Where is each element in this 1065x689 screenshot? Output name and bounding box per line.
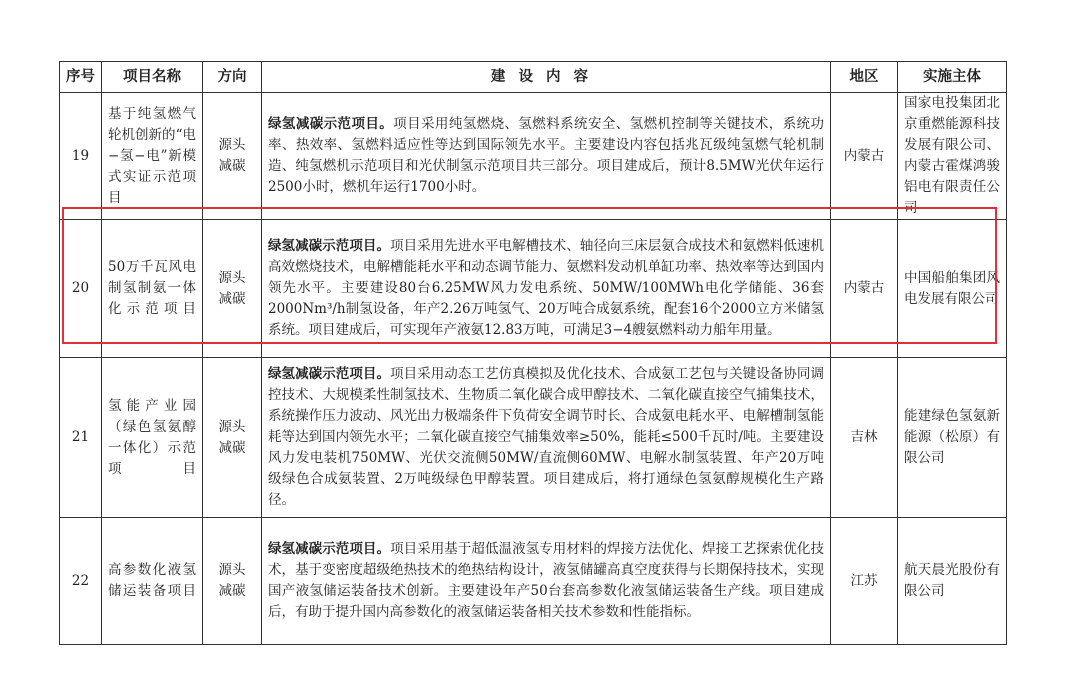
row-direction: [203, 93, 262, 220]
row-project-name: 基于纯氢燃气轮机创新的“电−氢−电”新模式实证示范项目: [102, 93, 203, 220]
row-org: 中国船舶集团风电发展有限公司: [898, 220, 1007, 358]
direction-line: 源头: [218, 562, 246, 578]
row-org: 航天晨光股份有限公司: [898, 518, 1007, 645]
row-seq: 21: [60, 358, 102, 518]
row-content: [262, 518, 831, 645]
content-lead: 绿氢减碳示范项目。: [268, 541, 391, 557]
row-org: 能建绿色氢氨新能源（松原）有限公司: [898, 358, 1007, 518]
row-content: [262, 93, 831, 220]
direction-line: 减碳: [218, 290, 246, 307]
table-row: [60, 518, 1007, 645]
content-lead: 绿氢减碳示范项目。: [268, 238, 391, 254]
table-row: [60, 358, 1007, 518]
header-region: 地区: [831, 62, 898, 93]
direction-line: 源头: [218, 418, 246, 435]
project-table: [59, 61, 1007, 645]
row-direction: [203, 220, 262, 358]
row-project-name: 高参数化液氢储运装备项目: [102, 518, 203, 645]
row-region: 吉林: [831, 358, 898, 518]
row-org: 国家电投集团北京重燃能源科技发展有限公司、内蒙古霍煤鸿骏铝电有限责任公司: [898, 93, 1007, 220]
direction-line: 减碳: [218, 583, 246, 599]
header-direction: 方向: [203, 62, 262, 93]
row-region: 江苏: [831, 518, 898, 645]
direction-line: 源头: [218, 269, 246, 286]
header-seq: 序号: [60, 62, 102, 93]
content-lead: 绿氢减碳示范项目。: [268, 116, 394, 132]
header-org: 实施主体: [898, 62, 1007, 93]
content-body: 项目采用先进水平电解槽技术、轴径向三床层氨合成技术和氨燃料低速机高效燃烧技术，电解槽能耗水平和动态调节能力、氨燃料发动机单缸功率、热效率等达到国内领先水平。主要建设80台6.25MW风力发电系统、50MW/100MWh电化学储能、36套2000Nm³/h制氢设备，年产2.26万吨氢气、20万吨合成氨系统，配套16个2000立方米储氢系统。项目建成后，可实现年产液氨12.83万吨，可满足3−4艘氨燃料动力船年用量。: [268, 238, 824, 338]
direction-line: 减碳: [218, 158, 246, 174]
direction-line: 减碳: [218, 439, 246, 456]
row-content: [262, 358, 831, 518]
row-seq: 19: [60, 93, 102, 220]
row-project-name: 氢能产业园（绿色氢氨醇一体化）示范项目: [102, 358, 203, 518]
direction-line: 源头: [218, 137, 246, 153]
table-row: [60, 220, 1007, 358]
row-direction: [203, 358, 262, 518]
row-direction: [203, 518, 262, 645]
row-project-name: 50万千瓦风电制氢制氨一体化示范项目: [102, 220, 203, 358]
row-region: 内蒙古: [831, 93, 898, 220]
content-body: 项目采用动态工艺仿真模拟及优化技术、合成氨工艺包与关键设备协同调控技术、大规模柔性制氢技术、生物质二氧化碳合成甲醇技术、二氧化碳直接空气捕集技术，系统操作压力波动、风光出力极端条件下负荷安全调节时长、合成氨电耗水平、电解槽制氢能耗等达到国内领先水平；二氧化碳直接空气捕集效率≥50%，能耗≤500千瓦时/吨。主要建设风力发电装机750MW、光伏交流侧50MW/直流侧60MW、电解水制氢装置、年产20万吨级绿色合成氨装置、2万吨级绿色甲醇装置。项目建成后，将打通绿色氢氨醇规模化生产路径。: [268, 366, 824, 508]
row-content: [262, 220, 831, 358]
row-seq: 20: [60, 220, 102, 358]
table-header-row: [60, 62, 1007, 93]
header-name: 项目名称: [102, 62, 203, 93]
content-body: 项目采用基于超低温液氢专用材料的焊接方法优化、焊接工艺探索优化技术，基于变密度超级绝热技术的绝热结构设计，液氢储罐高真空度获得与长期保持技术，实现国产液氢储运装备技术创新。主要建设年产50台套高参数化液氢储运装备生产线。项目建成后，有助于提升国内高参数化的液氢储运装备相关技术参数和性能指标。: [268, 541, 824, 620]
content-lead: 绿氢减碳示范项目。: [268, 366, 391, 382]
header-content: 建设内容: [262, 62, 831, 93]
content-body: 项目采用纯氢燃烧、氢燃料系统安全、氢燃机控制等关键技术，系统功率、热效率、氢燃料适应性等达到国际领先水平。主要建设内容包括兆瓦级纯氢燃气轮机制造、纯氢燃机示范项目和光伏制氢示范项目共三部分。项目建成后，预计8.5MW光伏年运行2500小时，燃机年运行1700小时。: [268, 116, 825, 195]
row-region: 内蒙古: [831, 220, 898, 358]
row-seq: 22: [60, 518, 102, 645]
table-row: [60, 93, 1007, 220]
